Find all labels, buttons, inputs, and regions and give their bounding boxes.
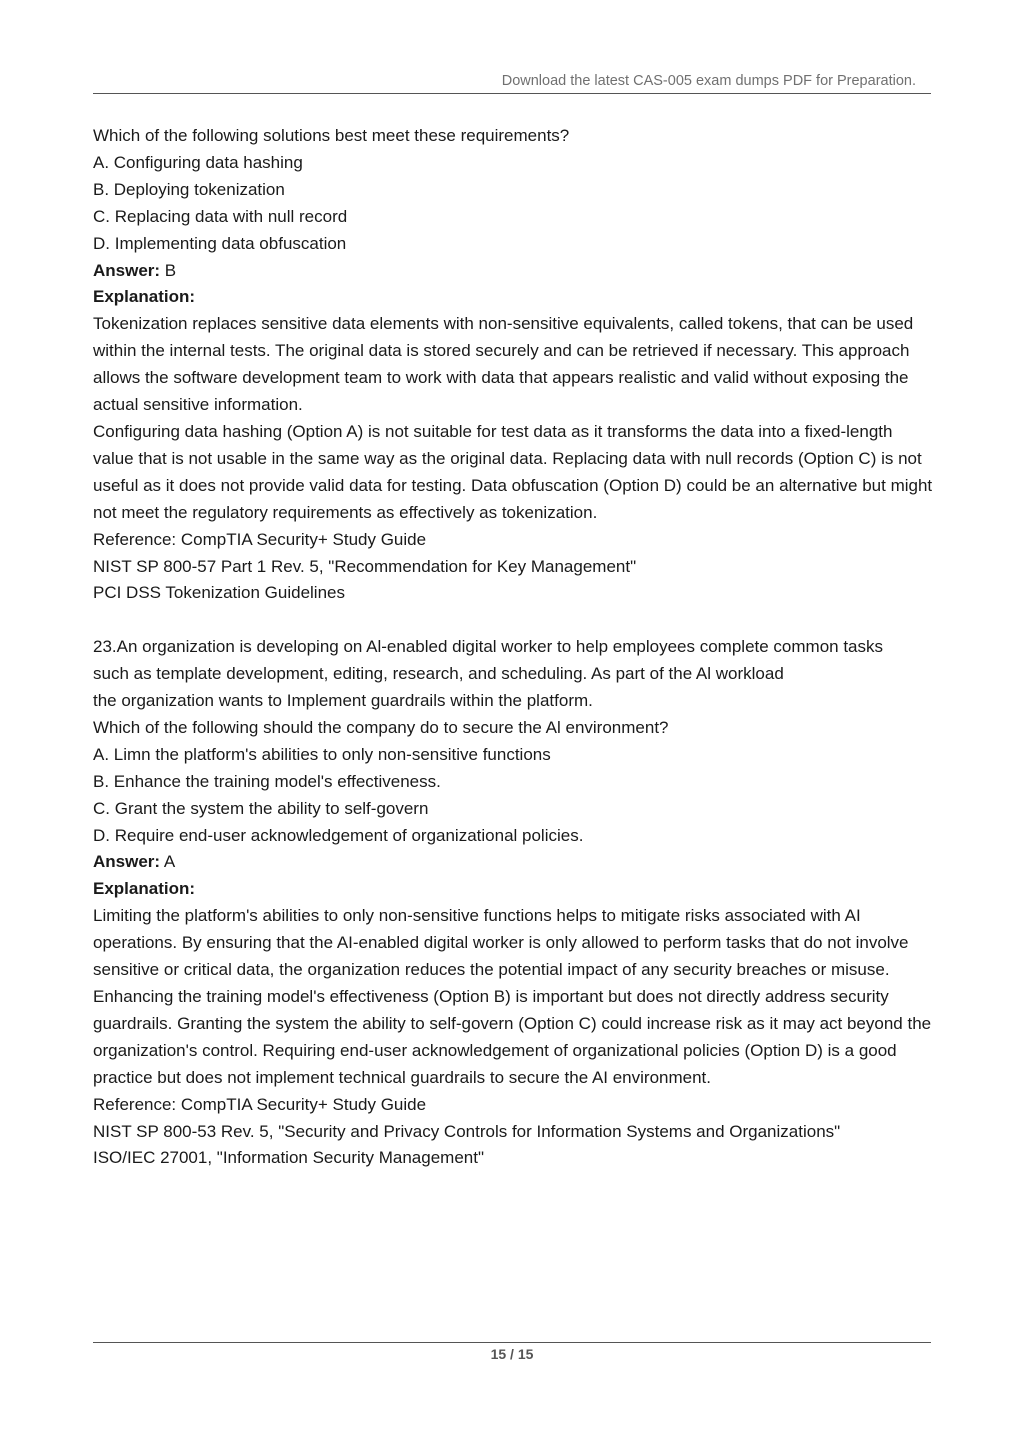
answer-value: A <box>160 852 176 872</box>
page-content <box>93 123 935 1172</box>
explanation-paragraph: Enhancing the training model's effectiveness (Option B) is important but does not directly address security guardrails. Granting the system the ability to self-govern (Option C) could increase risk as it may act beyond the organization's control. Requiring end-user acknowledgement of organizational policies (Option D) is a good practice but does not implement technical guardrails to secure the AI environment. <box>93 986 932 1087</box>
explanation-paragraph: Limiting the platform's abilities to only non-sensitive functions helps to mitigate risks associated with AI operations. By ensuring that the AI-enabled digital worker is only allowed to perform tasks that do not involve sensitive or critical data, the organization reduces the potential impact of any security breaches or misuse. <box>93 906 909 980</box>
question-stem-line: such as template development, editing, research, and scheduling. As part of the Al workload <box>93 664 784 684</box>
page-header-title: Download the latest CAS-005 exam dumps PDF for Preparation. <box>501 73 916 89</box>
explanation-label: Explanation: <box>93 879 196 899</box>
explanation-paragraph: Configuring data hashing (Option A) is not suitable for test data as it transforms the data into a fixed-length value that is not usable in the same way as the original data. Replacing data with null records (Option C) is not useful as it does not provide valid data for testing. Data obfuscation (Option D) could be an alternative but might not meet the regulatory requirements as effectively as tokenization. <box>93 421 933 522</box>
question-stem-line: 23.An organization is developing on Al-enabled digital worker to help employees complete common tasks <box>93 637 884 657</box>
reference-line: Reference: CompTIA Security+ Study Guide <box>93 1094 427 1114</box>
option-b: B. Deploying tokenization <box>93 179 285 199</box>
header-divider <box>93 93 931 94</box>
spacer <box>93 607 935 634</box>
page-number: 15 / 15 <box>490 1346 534 1362</box>
option-a: A. Configuring data hashing <box>93 152 303 172</box>
option-d: D. Implementing data obfuscation <box>93 233 347 253</box>
reference-line: NIST SP 800-53 Rev. 5, "Security and Privacy Controls for Information Systems and Organizations" <box>93 1121 841 1141</box>
option-a: A. Limn the platform's abilities to only non-sensitive functions <box>93 744 551 764</box>
option-c: C. Replacing data with null record <box>93 206 348 226</box>
option-b: B. Enhance the training model's effectiveness. <box>93 771 441 791</box>
explanation-paragraph: Tokenization replaces sensitive data elements with non-sensitive equivalents, called tokens, that can be used within the internal tests. The original data is stored securely and can be retrieved if necessary. This approach allows the software development team to work with data that appears realistic and valid without exposing the actual sensitive information. <box>93 314 914 415</box>
answer-value: B <box>160 260 177 280</box>
question-text: Which of the following should the company do to secure the Al environment? <box>93 717 669 737</box>
reference-line: NIST SP 800-57 Part 1 Rev. 5, "Recommendation for Key Management" <box>93 556 637 576</box>
explanation-label: Explanation: <box>93 287 196 307</box>
footer-divider <box>93 1342 931 1343</box>
answer-label: Answer: <box>93 852 161 872</box>
option-c: C. Grant the system the ability to self-govern <box>93 798 429 818</box>
reference-line: Reference: CompTIA Security+ Study Guide <box>93 529 427 549</box>
question-text: Which of the following solutions best meet these requirements? <box>93 126 570 145</box>
answer-line <box>93 849 935 876</box>
reference-line: ISO/IEC 27001, "Information Security Management" <box>93 1148 484 1168</box>
reference-line: PCI DSS Tokenization Guidelines <box>93 583 345 603</box>
question-stem-line: the organization wants to Implement guardrails within the platform. <box>93 691 593 711</box>
answer-line <box>93 258 935 285</box>
answer-label: Answer: <box>93 260 161 280</box>
option-d: D. Require end-user acknowledgement of organizational policies. <box>93 825 584 845</box>
